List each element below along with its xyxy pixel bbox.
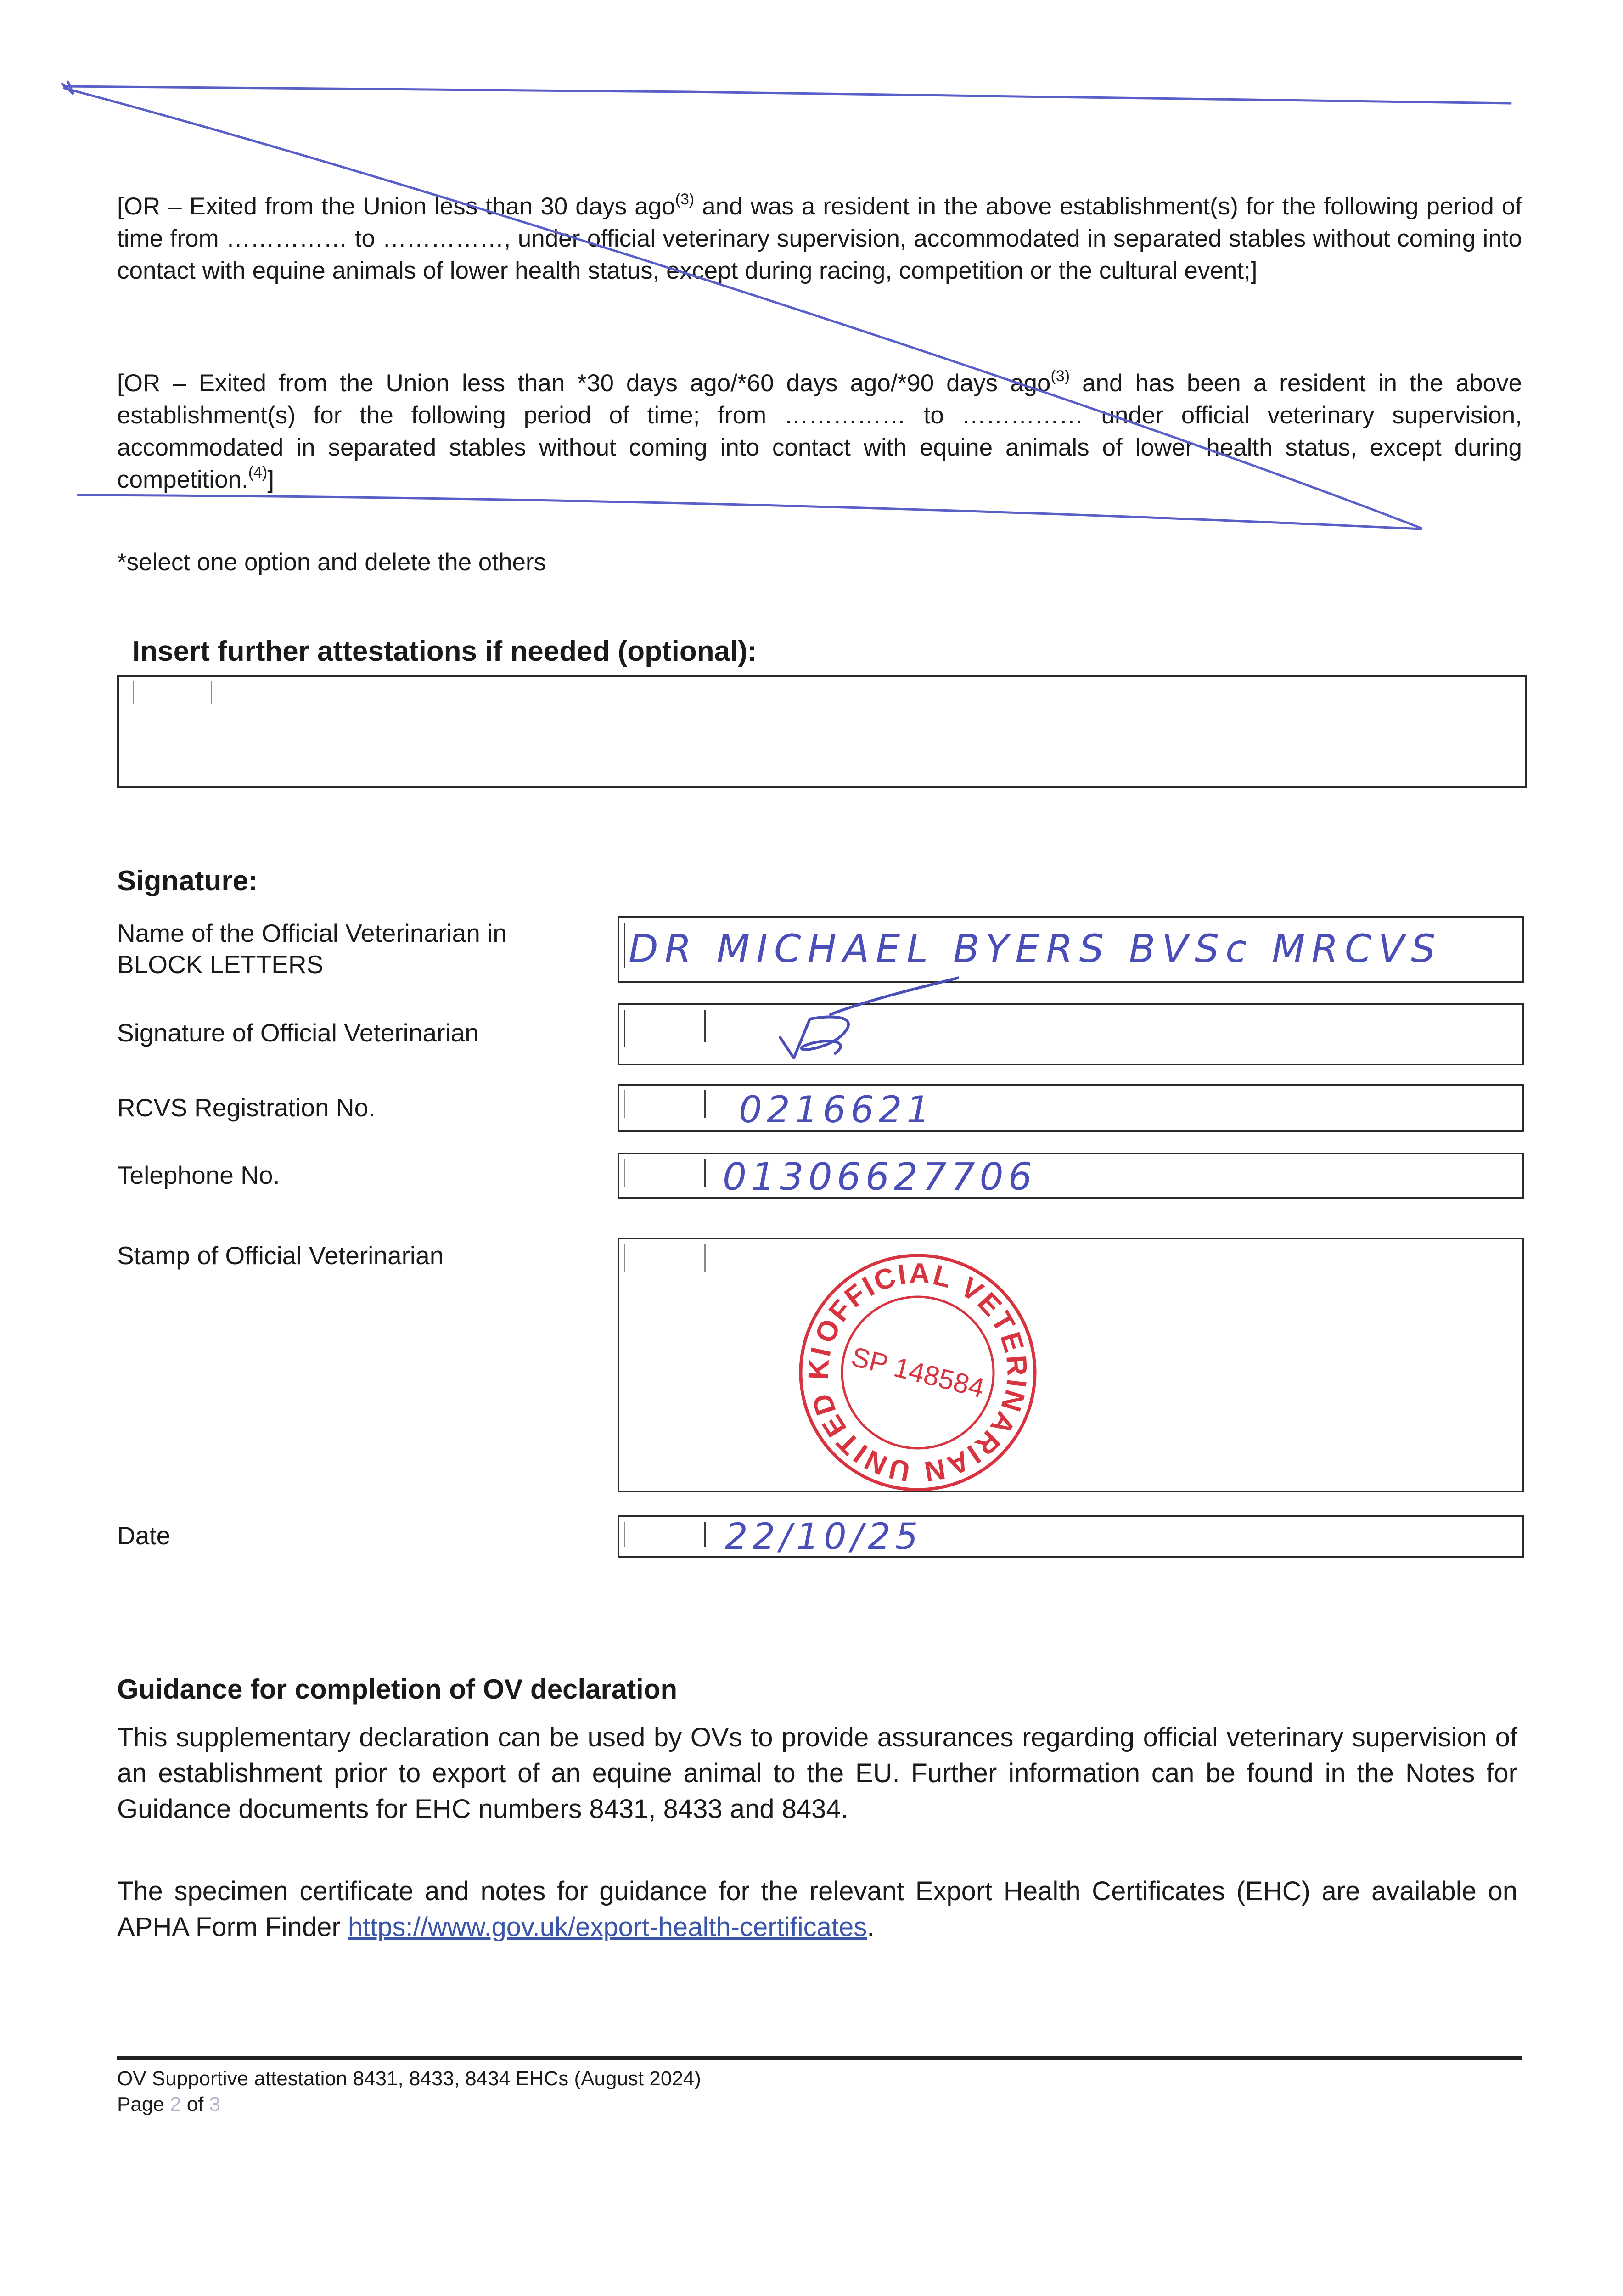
stamp-label: Stamp of Official Veterinarian <box>117 1241 444 1270</box>
guidance-heading: Guidance for completion of OV declaration <box>117 1674 678 1705</box>
official-veterinarian-stamp <box>785 1239 1051 1506</box>
footnote-ref-3: (3) <box>675 191 695 208</box>
footer-doc-title: OV Supportive attestation 8431, 8433, 8434 EHCs (August 2024) <box>117 2067 701 2090</box>
rcvs-label: RCVS Registration No. <box>117 1093 376 1122</box>
guidance-para2-end: . <box>867 1912 875 1942</box>
option2-text-suffix: ] <box>267 466 275 493</box>
signature-label: Signature of Official Veterinarian <box>117 1019 479 1047</box>
footnote-ref-3b: (3) <box>1050 367 1070 385</box>
guidance-paragraph-2 <box>117 1874 1517 1945</box>
signature-field[interactable] <box>618 1003 1524 1065</box>
stamp-number: SP 148584 <box>848 1341 988 1404</box>
guidance-paragraph-1: This supplementary declaration can be used by OVs to provide assurances regarding official veterinary supervision of an establishment prior to export of an equine animal to the EU. Further information can be found in the Notes for Guidance documents for EHC numbers 8431, 8433 and 8434. <box>117 1722 1517 1824</box>
handwritten-signature <box>766 973 959 1065</box>
option1-text-suffix: and was a resident in the above establishment(s) for the following period of time from …………… to ……………, under official veterinary supervision, accommodated in separated stables without coming into contact with equine animals of lower health status, except during racing, competition or the cultural event;] <box>117 193 1522 284</box>
option1-text-prefix: [OR – Exited from the Union less than 30 days ago <box>117 193 675 220</box>
further-attestations-field[interactable] <box>117 675 1527 788</box>
strike-hook <box>62 82 73 94</box>
current-page: 2 <box>169 2093 181 2116</box>
rcvs-handwriting: 0216621 <box>739 1088 935 1131</box>
telephone-handwriting: 01306627706 <box>723 1155 1037 1199</box>
option2-text-middle: and has been a resident in the above establishment(s) for the following period of time; from …………… to …………… under official veterinary supervision, accommodated in separated stables without coming into contact with equine animals of lower health status, except during competition. <box>117 370 1522 493</box>
strike-line-top <box>64 86 1511 103</box>
stamp-field[interactable] <box>618 1238 1524 1492</box>
select-note: *select one option and delete the others <box>117 549 546 576</box>
rcvs-field[interactable] <box>618 1084 1524 1132</box>
stamp-ring-text: OFFICIAL VETERINARIAN UNITED KINGDOM <box>803 1257 1033 1488</box>
signature-heading: Signature: <box>117 865 258 897</box>
footer-rule <box>117 2056 1522 2060</box>
footnote-ref-4: (4) <box>248 464 268 481</box>
telephone-field[interactable] <box>618 1153 1524 1199</box>
option-paragraph-1 <box>117 191 1522 287</box>
telephone-label: Telephone No. <box>117 1161 280 1189</box>
option-paragraph-2 <box>117 367 1522 496</box>
strike-line-bottom <box>78 495 1421 529</box>
name-label: Name of the Official Veterinarian in BLOCK LETTERS <box>117 919 507 979</box>
total-pages: 3 <box>209 2093 221 2116</box>
option2-text-prefix: [OR – Exited from the Union less than *30 days ago/*60 days ago/*90 days ago <box>117 370 1051 397</box>
guidance-para2-text: The specimen certificate and notes for guidance for the relevant Export Health Certificates (EHC) are available on APHA Form Finder <box>117 1876 1517 1942</box>
date-label: Date <box>117 1521 171 1550</box>
name-field[interactable] <box>618 916 1524 983</box>
footer-page-number: Page 2 of 3 <box>117 2093 221 2116</box>
further-attestations-heading: Insert further attestations if needed (optional): <box>132 636 757 667</box>
export-health-certificates-link[interactable]: https://www.gov.uk/export-health-certificates <box>348 1912 867 1942</box>
name-handwriting: DR MICHAEL BYERS BVSc MRCVS <box>629 926 1442 971</box>
date-handwriting: 22/10/25 <box>725 1516 923 1558</box>
date-field[interactable] <box>618 1515 1524 1558</box>
